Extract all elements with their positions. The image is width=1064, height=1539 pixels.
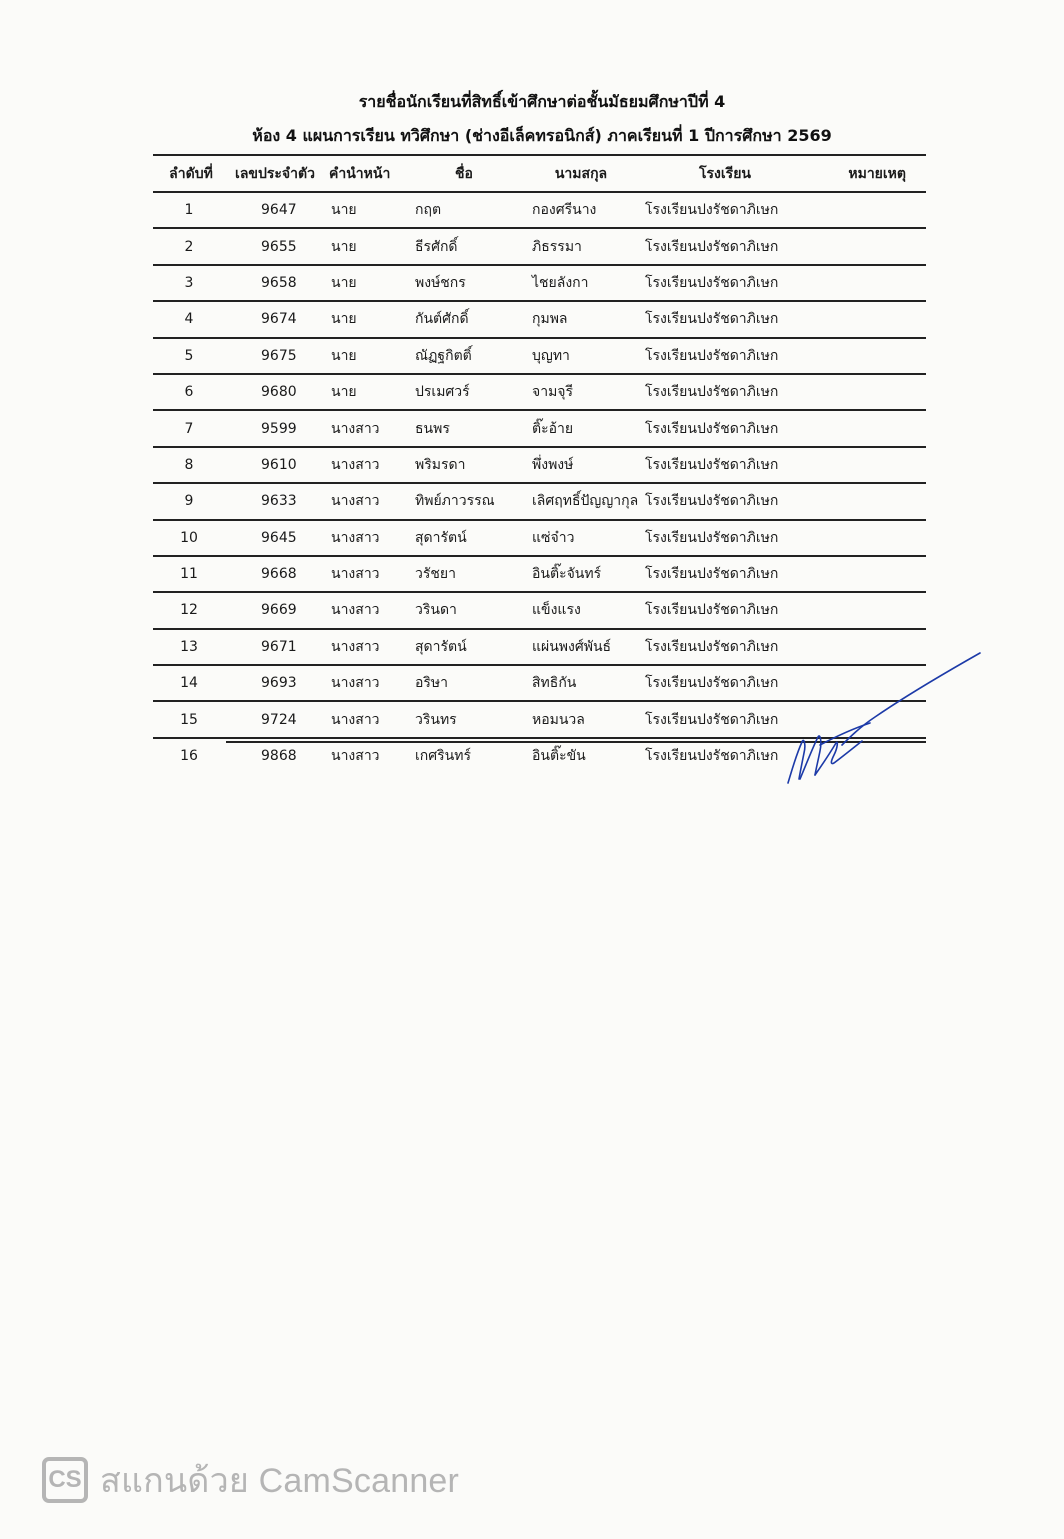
cell-first-name: วรัชยา (415, 566, 456, 583)
cell-note (811, 338, 926, 374)
cell-last-name: จามจุรี (532, 384, 574, 401)
cell-no: 1 (184, 202, 194, 219)
header-no: ลำดับที่ (169, 165, 213, 182)
cell-prefix: นางสาว (331, 675, 380, 692)
cell-first-name: วรินทร (415, 711, 457, 728)
cell-no: 6 (184, 384, 194, 401)
cell-student-id: 9675 (261, 347, 297, 364)
cell-note (811, 556, 926, 592)
cell-prefix: นางสาว (331, 638, 380, 655)
cell-last-name: อินติ๊ะจันทร์ (532, 566, 602, 583)
cell-school: โรงเรียนปงรัชดาภิเษก (645, 638, 779, 655)
cell-note (811, 410, 926, 446)
cell-last-name: แข็งแรง (532, 602, 581, 619)
cell-school: โรงเรียนปงรัชดาภิเษก (645, 711, 779, 728)
cell-student-id: 9671 (261, 638, 297, 655)
cell-first-name: ณัฏฐกิตติ์ (415, 347, 472, 364)
table-row (153, 592, 926, 628)
cell-first-name: ธีรศักดิ์ (415, 238, 458, 255)
table-row (153, 374, 926, 410)
cell-last-name: ภิธรรมา (532, 238, 582, 255)
signature-icon (780, 645, 990, 790)
table-header-row (153, 155, 926, 192)
cell-student-id: 9599 (261, 420, 297, 437)
cell-no: 4 (184, 311, 194, 328)
cell-prefix: นาย (331, 311, 357, 328)
cell-school: โรงเรียนปงรัชดาภิเษก (645, 566, 779, 583)
table-row (153, 265, 926, 301)
cell-prefix: นางสาว (331, 711, 380, 728)
cell-student-id: 9680 (261, 384, 297, 401)
cell-no: 12 (180, 602, 198, 619)
cell-school: โรงเรียนปงรัชดาภิเษก (645, 274, 779, 291)
cell-note (811, 228, 926, 264)
cell-no: 3 (184, 274, 194, 291)
cell-no: 8 (184, 456, 194, 473)
cell-student-id: 9669 (261, 602, 297, 619)
cell-last-name: ติ๊ะอ้าย (532, 420, 574, 437)
cell-last-name: พึ่งพงษ์ (532, 456, 574, 473)
cell-no: 5 (184, 347, 194, 364)
cell-prefix: นาย (331, 347, 357, 364)
header-student-id: เลขประจำตัว (235, 165, 315, 182)
cell-prefix: นางสาว (331, 748, 380, 765)
cell-last-name: แซ่จ๋าว (532, 529, 575, 546)
table-row (153, 301, 926, 337)
cell-no: 11 (180, 566, 198, 583)
cell-prefix: นาย (331, 202, 357, 219)
cell-last-name: ไชยลังกา (532, 274, 589, 291)
cell-student-id: 9658 (261, 274, 297, 291)
cell-note (811, 447, 926, 483)
camscanner-logo-icon: CS (42, 1457, 88, 1503)
cell-first-name: ทิพย์ภาวรรณ (415, 493, 495, 510)
camscanner-watermark (42, 1453, 459, 1507)
cell-prefix: นางสาว (331, 602, 380, 619)
cell-note (811, 520, 926, 556)
cell-school: โรงเรียนปงรัชดาภิเษก (645, 602, 779, 619)
cell-first-name: สุดารัตน์ (415, 638, 467, 655)
cell-last-name: สิทธิกัน (532, 675, 577, 692)
cell-last-name: หอมนวล (532, 711, 585, 728)
cell-student-id: 9647 (261, 202, 297, 219)
cell-student-id: 9868 (261, 748, 297, 765)
cell-prefix: นางสาว (331, 456, 380, 473)
table-row (153, 192, 926, 228)
cell-student-id: 9724 (261, 711, 297, 728)
cell-last-name: กุมพล (532, 311, 568, 328)
cell-no: 2 (184, 238, 194, 255)
table-row (153, 447, 926, 483)
cell-last-name: อินติ๊ะขัน (532, 748, 586, 765)
cell-school: โรงเรียนปงรัชดาภิเษก (645, 493, 779, 510)
cell-first-name: วรินดา (415, 602, 457, 619)
cell-first-name: สุดารัตน์ (415, 529, 467, 546)
cell-first-name: กันต์ศักดิ์ (415, 311, 469, 328)
header-prefix: คำนำหน้า (329, 165, 391, 182)
document-title-line1: รายชื่อนักเรียนที่สิทธิ์เข้าศึกษาต่อชั้นมัธยมศึกษาปีที่ 4 (358, 92, 726, 111)
cell-note (811, 483, 926, 519)
cell-school: โรงเรียนปงรัชดาภิเษก (645, 529, 779, 546)
cell-prefix: นางสาว (331, 529, 380, 546)
cell-no: 10 (180, 529, 198, 546)
cell-last-name: บุญทา (532, 347, 570, 364)
cell-school: โรงเรียนปงรัชดาภิเษก (645, 238, 779, 255)
table-row (153, 520, 926, 556)
cell-no: 16 (180, 748, 198, 765)
cell-no: 14 (180, 675, 198, 692)
camscanner-watermark-text: สแกนด้วย CamScanner (100, 1462, 460, 1500)
cell-first-name: พงษ์ชกร (415, 274, 466, 291)
document-title-line2: ห้อง 4 แผนการเรียน ทวิศึกษา (ช่างอีเล็คทรอนิกส์) ภาคเรียนที่ 1 ปีการศึกษา 2569 (252, 126, 832, 145)
cell-note (811, 301, 926, 337)
table-row (153, 556, 926, 592)
cell-no: 7 (184, 420, 194, 437)
cell-school: โรงเรียนปงรัชดาภิเษก (645, 420, 779, 437)
cell-no: 15 (180, 711, 198, 728)
cell-first-name: ธนพร (415, 420, 450, 437)
header-school: โรงเรียน (699, 165, 751, 182)
cell-note (811, 265, 926, 301)
cell-prefix: นาย (331, 238, 357, 255)
header-last-name: นามสกุล (554, 165, 608, 182)
cell-student-id: 9645 (261, 529, 297, 546)
cell-prefix: นาย (331, 384, 357, 401)
header-note: หมายเหตุ (848, 165, 906, 182)
cell-note (811, 192, 926, 228)
cell-school: โรงเรียนปงรัชดาภิเษก (645, 456, 779, 473)
cell-no: 9 (184, 493, 194, 510)
cell-student-id: 9610 (261, 456, 297, 473)
cell-first-name: กฤต (415, 202, 442, 219)
cell-school: โรงเรียนปงรัชดาภิเษก (645, 748, 779, 765)
cell-first-name: พริมรดา (415, 456, 466, 473)
cell-note (811, 592, 926, 628)
cell-no: 13 (180, 638, 198, 655)
cell-school: โรงเรียนปงรัชดาภิเษก (645, 311, 779, 328)
cell-student-id: 9668 (261, 566, 297, 583)
table-row (153, 228, 926, 264)
header-first-name: ชื่อ (455, 165, 473, 182)
cell-school: โรงเรียนปงรัชดาภิเษก (645, 202, 779, 219)
cell-prefix: นางสาว (331, 493, 380, 510)
cell-last-name: แผ่นพงศ์พันธ์ (532, 638, 612, 655)
cell-first-name: อริษา (415, 675, 449, 692)
cell-school: โรงเรียนปงรัชดาภิเษก (645, 675, 779, 692)
cell-first-name: ปรเมศวร์ (415, 384, 470, 401)
table-row (153, 483, 926, 519)
cell-first-name: เกศรินทร์ (415, 748, 471, 765)
cell-school: โรงเรียนปงรัชดาภิเษก (645, 347, 779, 364)
table-row (153, 338, 926, 374)
cell-last-name: เลิศฤทธิ์ปัญญากุล (532, 493, 639, 510)
cell-student-id: 9674 (261, 311, 297, 328)
table-row (153, 410, 926, 446)
cell-prefix: นางสาว (331, 420, 380, 437)
cell-note (811, 374, 926, 410)
cell-student-id: 9633 (261, 493, 297, 510)
cell-last-name: กองศรีนาง (532, 202, 597, 219)
cell-prefix: นาย (331, 274, 357, 291)
cell-prefix: นางสาว (331, 566, 380, 583)
cell-student-id: 9693 (261, 675, 297, 692)
cell-school: โรงเรียนปงรัชดาภิเษก (645, 384, 779, 401)
cell-student-id: 9655 (261, 238, 297, 255)
